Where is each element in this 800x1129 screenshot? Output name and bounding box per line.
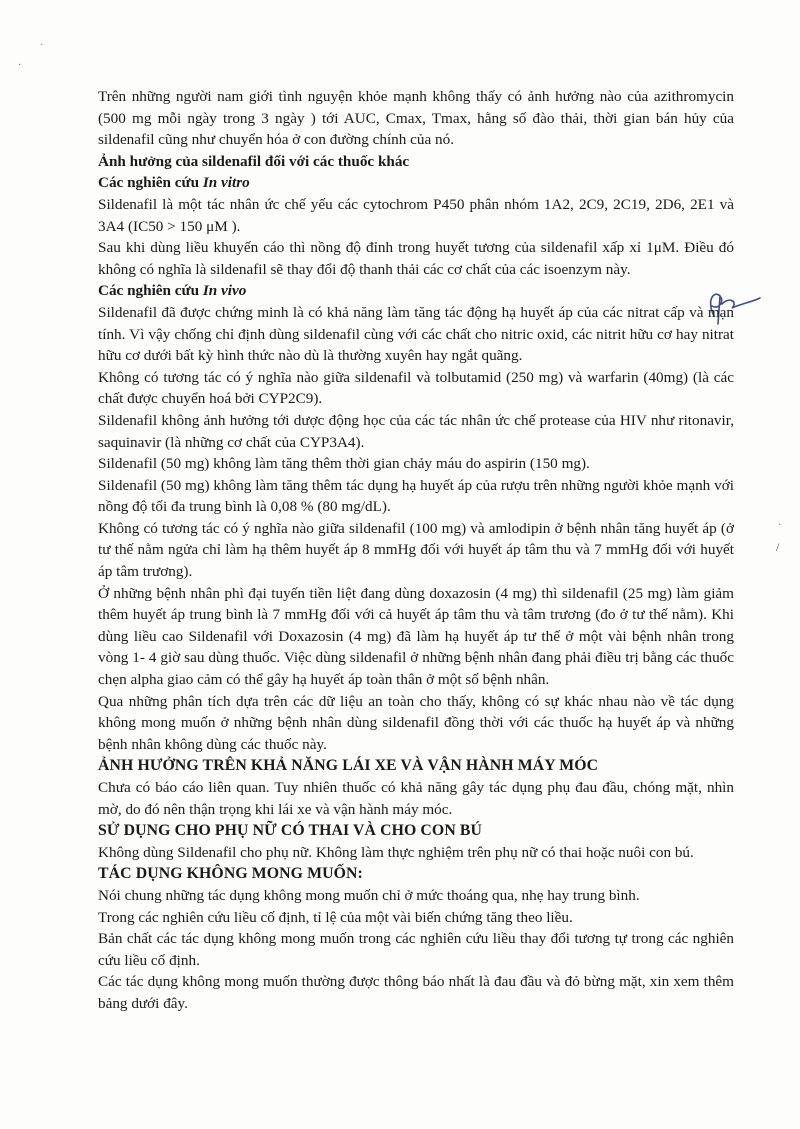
heading-text: Các nghiên cứu <box>98 282 203 300</box>
paragraph: Qua những phân tích dựa trên các dữ liệu an toàn cho thấy, không có sự khác nhau nào về tác dụng không mong muốn ở những bệnh nhân dùng sildenafil đồng thời với các thuốc hạ huyết áp và những bệnh nhân không dùng các thuốc này. <box>98 692 734 753</box>
paragraph: Không có tương tác có ý nghĩa nào giữa sildenafil (100 mg) và amlodipin ở bệnh nhân tăng huyết áp (ở tư thế nằm ngửa chỉ làm hạ thêm huyết áp 8 mmHg đối với huyết áp tâm thu và 7 mmHg đối với huyết áp tâm trương). <box>98 519 734 581</box>
heading-emphasis: In vivo <box>202 282 247 300</box>
paragraph: Sildenafil đã được chứng minh là có khả năng làm tăng tác động hạ huyết áp của các nitrat cấp và mạn tính. Vì vậy chống chỉ định dùng sildenafil cùng với các chất cho nitric oxid, các nitrit hữu cơ hay nitrat hữu cơ dưới bất kỳ hình thức nào dù là thường xuyên hay ngắt quãng. <box>98 303 734 365</box>
paragraph: Sildenafil là một tác nhân ức chế yếu các cytochrom P450 phân nhóm 1A2, 2C9, 2C19, 2D6, 2E1 và 3A4 (IC50 > 150 μM ). <box>98 195 734 235</box>
paragraph: Ở những bệnh nhân phì đại tuyến tiền liệt đang dùng doxazosin (4 mg) thì sildenafil (25 mg) làm giảm thêm huyết áp trung bình là 7 mmHg đối với cả huyết áp tâm thu và tâm trương (đo ở tư thế nằm). Khi dùng liều cao Sildenafil với Doxazosin (4 mg) đã làm hạ huyết áp tư thế ở một vài bệnh nhân trong vòng 1- 4 giờ sau dùng thuốc. Việc dùng sildenafil ở những bệnh nhân đang phải điều trị bằng các thuốc chẹn alpha giao cảm có thể gây hạ huyết áp toàn thân ở một số bệnh nhân. <box>98 584 734 689</box>
paragraph: Không dùng Sildenafil cho phụ nữ. Không làm thực nghiệm trên phụ nữ có thai hoặc nuôi con bú. <box>98 843 694 861</box>
section-heading-pregnancy: SỬ DỤNG CHO PHỤ NỮ CÓ THAI VÀ CHO CON BÚ <box>98 822 483 840</box>
paragraph: Chưa có báo cáo liên quan. Tuy nhiên thuốc có khả năng gây tác dụng phụ đau đầu, chóng mặt, nhìn mờ, do đó nên thận trọng khi lái xe và vận hành máy móc. <box>98 779 734 818</box>
subsection-heading-in-vivo <box>98 280 734 302</box>
section-heading-adverse-effects: TÁC DỤNG KHÔNG MONG MUỐN: <box>98 865 363 883</box>
subsection-heading-in-vitro <box>98 172 734 194</box>
paragraph: Sildenafil (50 mg) không làm tăng thêm thời gian chảy máu do aspirin (150 mg). <box>98 455 590 473</box>
heading-emphasis: In vitro <box>202 174 250 192</box>
section-heading-driving: ẢNH HƯỞNG TRÊN KHẢ NĂNG LÁI XE VÀ VẬN HÀNH MÁY MÓC <box>98 757 599 775</box>
paragraph: Sildenafil không ảnh hưởng tới dược động học của các tác nhân ức chế protease của HIV như ritonavir, saquinavir (là những cơ chất của CYP3A4). <box>98 411 734 451</box>
paragraph: Các tác dụng không mong muốn thường được thông báo nhất là đau đầu và đỏ bừng mặt, xin xem thêm bảng dưới đây. <box>98 973 734 1012</box>
paragraph: Nói chung những tác dụng không mong muốn chỉ ở mức thoáng qua, nhẹ hay trung bình. <box>98 886 640 904</box>
paragraph: Bản chất các tác dụng không mong muốn trong các nghiên cứu liều thay đổi tương tự trong các nghiên cứu liều cố định. <box>98 930 734 969</box>
scan-speck: · <box>40 40 44 51</box>
paragraph: Trong các nghiên cứu liều cố định, tỉ lệ của một vài biến chứng tăng theo liều. <box>98 908 573 926</box>
paragraph: Sau khi dùng liều khuyến cáo thì nồng độ đỉnh trong huyết tương của sildenafil xấp xỉ 1μM. Điều đó không có nghĩa là sildenafil sẽ thay đổi độ thanh thải các cơ chất của các isoenzym này. <box>98 239 734 278</box>
section-heading: Ảnh hưởng của sildenafil đối với các thuốc khác <box>98 152 410 170</box>
paragraph: Trên những người nam giới tình nguyện khỏe mạnh không thấy có ảnh hưởng nào của azithromycin (500 mg mỗi ngày trong 3 ngày ) tới AUC, Cmax, Tmax, hằng số đào thải, thời gian bán hủy của sildenafil cũng như chuyển hóa ở con đường chính của nó. <box>98 88 734 149</box>
scan-speck: · <box>18 60 22 71</box>
paragraph: Sildenafil (50 mg) không làm tăng thêm tác dụng hạ huyết áp của rượu trên những người khỏe mạnh với nồng độ tối đa trung bình là 0,08 % (80 mg/dL). <box>98 476 734 516</box>
scan-speck: / <box>776 540 780 554</box>
heading-text: Các nghiên cứu <box>98 174 203 192</box>
scan-speck: · <box>778 520 782 531</box>
document-page <box>98 86 734 1015</box>
paragraph: Không có tương tác có ý nghĩa nào giữa sildenafil và tolbutamid (250 mg) và warfarin (40mg) (là các chất được chuyển hoá bởi CYP2C9). <box>98 368 734 408</box>
